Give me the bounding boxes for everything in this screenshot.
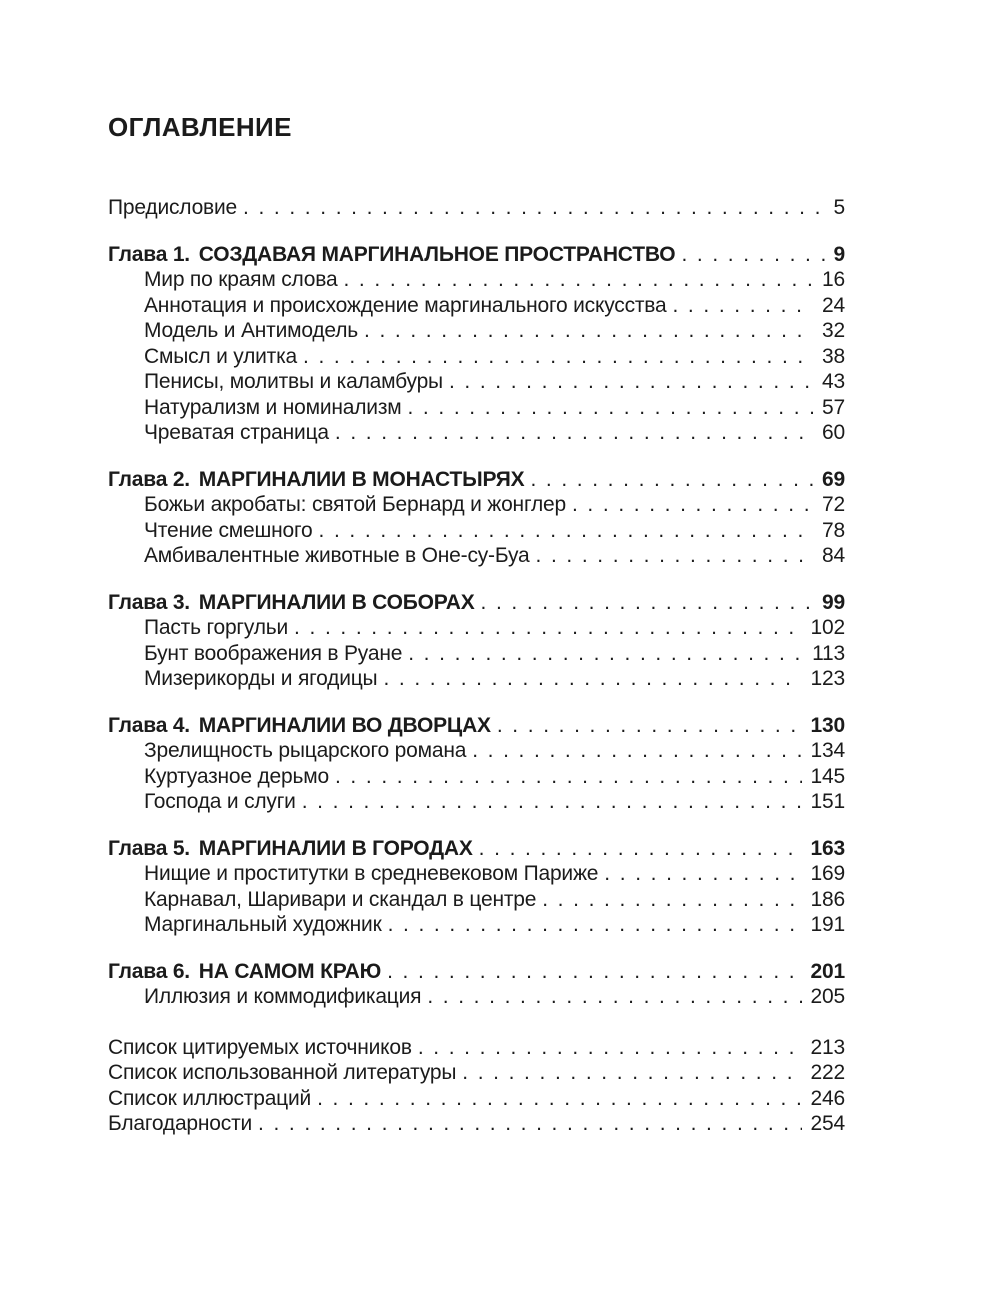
toc-entry	[108, 1035, 845, 1061]
dot-leader	[572, 492, 813, 518]
toc-entry-label	[108, 789, 296, 815]
toc-entry-title: Аннотация и происхождение маргинального искусства	[144, 293, 667, 317]
toc-list	[108, 195, 845, 1137]
toc-entry-title: Амбивалентные животные в Оне-су-Буа	[144, 544, 530, 567]
toc-entry-title: НА САМОМ КРАЮ	[198, 959, 382, 983]
dot-leader	[427, 984, 801, 1010]
toc-entry-label	[108, 369, 443, 395]
dot-leader	[319, 518, 814, 544]
toc-entry	[108, 395, 845, 421]
toc-entry	[108, 590, 845, 616]
dot-leader	[481, 590, 814, 616]
toc-entry-label	[108, 861, 598, 887]
toc-page-number: 246	[810, 1086, 845, 1110]
toc-page-number: 191	[810, 913, 845, 936]
toc-entry-title: СОЗДАВАЯ МАРГИНАЛЬНОЕ ПРОСТРАНСТВО	[198, 242, 676, 266]
toc-page-number: 43	[822, 370, 845, 393]
dot-leader	[407, 395, 813, 421]
toc-entry-title: Маргинальный художник	[144, 913, 382, 936]
dot-leader	[335, 420, 813, 446]
dot-leader	[672, 293, 813, 319]
toc-entry	[108, 518, 845, 544]
toc-entry-label	[108, 293, 666, 319]
toc-page-number: 84	[822, 544, 845, 567]
toc-page-number: 163	[810, 836, 845, 860]
toc-entry-label	[108, 318, 358, 344]
toc-page-number: 99	[822, 590, 845, 614]
dot-leader	[479, 836, 802, 862]
toc-entry	[108, 666, 845, 692]
toc-page-number: 205	[810, 985, 845, 1008]
toc-entry	[108, 318, 845, 344]
dot-leader	[497, 713, 802, 739]
toc-page-number: 123	[810, 667, 845, 690]
toc-entry-title: Натурализм и номинализм	[144, 395, 402, 419]
toc-page-number: 134	[810, 739, 845, 762]
toc-page-number: 254	[810, 1112, 845, 1135]
toc-entry	[108, 887, 845, 913]
toc-page-number: 169	[810, 862, 845, 885]
page-title: ОГЛАВЛЕНИЕ	[108, 112, 292, 142]
toc-entry-title: МАРГИНАЛИИ В СОБОРАХ	[198, 590, 475, 614]
dot-leader	[243, 195, 825, 221]
toc-entry	[108, 467, 845, 493]
toc-entry-label	[108, 1086, 311, 1112]
toc-page-number: 222	[810, 1061, 845, 1084]
toc-entry-title: Нищие и проститутки в средневековом Париже	[144, 862, 599, 885]
toc-entry-label	[108, 420, 329, 446]
dot-leader	[383, 666, 801, 692]
toc-entry	[108, 738, 845, 764]
toc-entry-title: Иллюзия и коммодификация	[144, 985, 422, 1008]
toc-entry	[108, 959, 845, 985]
toc-page-number: 151	[810, 790, 845, 813]
toc-page-number: 130	[810, 713, 845, 737]
toc-entry-label	[108, 666, 377, 692]
dot-leader	[317, 1086, 801, 1112]
toc-entry-title: Чтение смешного	[144, 518, 313, 542]
toc-entry-title: Благодарности	[108, 1112, 253, 1135]
toc-entry-label	[108, 518, 313, 544]
dot-leader	[335, 764, 802, 790]
toc-page-number: 16	[822, 268, 845, 291]
toc-entry-label	[108, 615, 288, 641]
toc-entry-title: Мизерикорды и ягодицы	[144, 667, 378, 690]
toc-entry-title: Список цитируемых источников	[108, 1035, 412, 1059]
toc-entry-label	[108, 959, 381, 985]
toc-entry-label	[108, 738, 466, 764]
dot-leader	[462, 1060, 801, 1086]
toc-entry-label	[108, 1035, 412, 1061]
dot-leader	[542, 887, 801, 913]
toc-entry-title: Зрелищность рыцарского романа	[144, 739, 467, 762]
toc-entry	[108, 861, 845, 887]
toc-entry-title: Бунт воображения в Руане	[144, 641, 403, 665]
toc-entry-label	[108, 467, 524, 493]
toc-entry-title: МАРГИНАЛИИ В ГОРОДАХ	[198, 836, 473, 860]
dot-leader	[408, 641, 803, 667]
toc-entry	[108, 267, 845, 293]
toc-page-number: 57	[822, 395, 845, 419]
dot-leader	[258, 1111, 802, 1137]
toc-entry-label	[108, 492, 566, 518]
toc-page-number: 78	[822, 518, 845, 542]
toc-entry-label	[108, 1111, 252, 1137]
dot-leader	[604, 861, 801, 887]
toc-page-number: 186	[810, 887, 845, 911]
dot-leader	[449, 369, 813, 395]
toc-entry	[108, 764, 845, 790]
toc-entry	[108, 1111, 845, 1137]
toc-page-number: 9	[833, 242, 845, 266]
toc-entry	[108, 293, 845, 319]
toc-entry	[108, 195, 845, 221]
dot-leader	[387, 959, 801, 985]
dot-leader	[303, 344, 813, 370]
toc-entry	[108, 242, 845, 268]
toc-page-number: 201	[810, 959, 845, 983]
toc-page-number: 145	[810, 764, 845, 788]
toc-entry-label	[108, 344, 297, 370]
toc-chapter-number: Глава 2.	[108, 467, 190, 491]
toc-entry-label	[108, 267, 337, 293]
toc-entry-title: Пасть горгульи	[144, 616, 289, 639]
toc-entry-label	[108, 242, 675, 268]
toc-page-number: 213	[810, 1035, 845, 1059]
toc-entry	[108, 713, 845, 739]
toc-entry	[108, 912, 845, 938]
toc-entry-label	[108, 912, 382, 938]
toc-entry-title: Список использованной литературы	[108, 1061, 457, 1084]
toc-entry-title: Мир по краям слова	[144, 268, 338, 291]
toc-chapter-number: Глава 6.	[108, 959, 190, 983]
toc-entry	[108, 1060, 845, 1086]
dot-leader	[536, 543, 814, 569]
dot-leader	[472, 738, 801, 764]
toc-entry-label	[108, 984, 421, 1010]
toc-entry-title: МАРГИНАЛИИ ВО ДВОРЦАХ	[198, 713, 491, 737]
toc-entry-label	[108, 395, 401, 421]
toc-entry-title: Пенисы, молитвы и каламбуры	[144, 370, 443, 393]
dot-leader	[343, 267, 813, 293]
dot-leader	[388, 912, 802, 938]
toc-entry	[108, 344, 845, 370]
toc-page-number: 5	[833, 196, 845, 219]
toc-page-number: 113	[812, 641, 845, 665]
toc-chapter-number: Глава 4.	[108, 713, 190, 737]
toc-page-number: 69	[822, 467, 845, 491]
toc-page-number: 38	[822, 344, 845, 368]
toc-entry	[108, 369, 845, 395]
toc-entry-title: Смысл и улитка	[144, 344, 298, 368]
dot-leader	[294, 615, 802, 641]
toc-entry-title: Предисловие	[108, 196, 238, 219]
toc-chapter-number: Глава 1.	[108, 242, 190, 266]
toc-entry-label	[108, 713, 491, 739]
toc-entry-title: Чреватая страница	[144, 421, 329, 444]
dot-leader	[302, 789, 802, 815]
toc-entry-title: Карнавал, Шаривари и скандал в центре	[144, 887, 537, 911]
toc-entry-label	[108, 590, 475, 616]
dot-leader	[530, 467, 813, 493]
toc-entry-label	[108, 887, 536, 913]
toc-entry	[108, 543, 845, 569]
toc-page-number: 72	[822, 493, 845, 516]
dot-leader	[364, 318, 813, 344]
toc-entry-label	[108, 195, 237, 221]
toc-entry-title: Божьи акробаты: святой Бернард и жонглер	[144, 493, 566, 516]
toc-entry-title: Список иллюстраций	[108, 1086, 312, 1110]
toc-entry	[108, 789, 845, 815]
dot-leader	[681, 242, 824, 268]
toc-entry	[108, 641, 845, 667]
toc-page-number: 32	[822, 319, 845, 342]
toc-entry-label	[108, 764, 329, 790]
toc-entry	[108, 836, 845, 862]
toc-entry-title: Господа и слуги	[144, 790, 296, 813]
toc-page-number: 24	[822, 293, 845, 317]
toc-entry-label	[108, 1060, 456, 1086]
toc-entry-label	[108, 836, 473, 862]
toc-entry	[108, 984, 845, 1010]
toc-page-number: 102	[810, 616, 845, 639]
toc-entry	[108, 1086, 845, 1112]
toc-chapter-number: Глава 3.	[108, 590, 190, 614]
toc-entry	[108, 492, 845, 518]
toc-chapter-number: Глава 5.	[108, 836, 190, 860]
toc-entry-label	[108, 641, 402, 667]
toc-entry-title: Модель и Антимодель	[144, 319, 359, 342]
toc-entry	[108, 615, 845, 641]
dot-leader	[418, 1035, 802, 1061]
toc-page-number: 60	[822, 421, 845, 444]
toc-entry	[108, 420, 845, 446]
toc-entry-label	[108, 543, 530, 569]
toc-entry-title: МАРГИНАЛИИ В МОНАСТЫРЯХ	[198, 467, 525, 491]
toc-entry-title: Куртуазное дерьмо	[144, 764, 329, 788]
